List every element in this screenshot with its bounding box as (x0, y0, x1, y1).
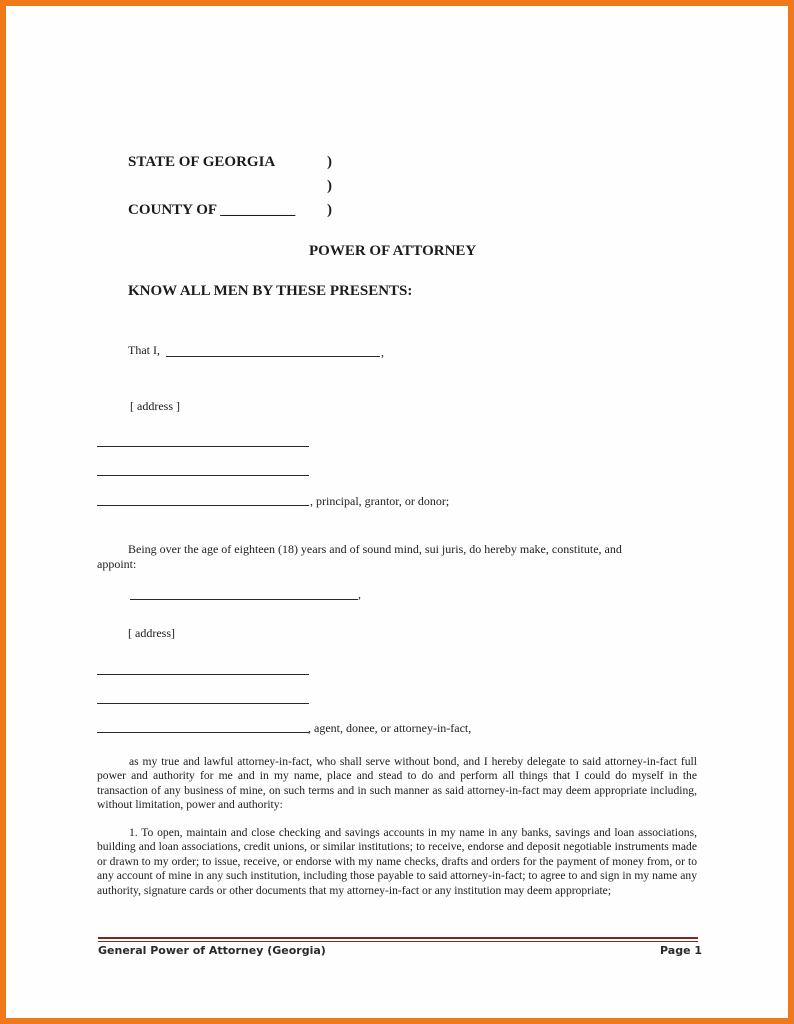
agent-role-text: , agent, donee, or attorney-in-fact, (308, 721, 472, 735)
principal-address-line-3[interactable] (97, 505, 309, 506)
principal-name-line[interactable] (166, 356, 380, 357)
footer-title: General Power of Attorney (Georgia) (98, 944, 326, 957)
delegation-paragraph: as my true and lawful attorney-in-fact, who shall serve without bond, and I hereby delegate to said attorney-in-fact full power and authority for me and in my name, place and stead to do and perform all things that I could do myself in the transaction of any business of mine, on such terms and in such manner as said attorney-in-fact may deem appropriate including, without limitation, power and authority: (97, 755, 697, 812)
principal-address-label: [ address ] (130, 399, 180, 413)
middle-paren: ) (327, 178, 332, 194)
that-i-label: That I, (128, 343, 160, 357)
county-heading: COUNTY OF __________ (128, 202, 296, 218)
agent-address-line-2[interactable] (97, 703, 309, 704)
county-paren: ) (327, 202, 332, 218)
principal-role-text: , principal, grantor, or donor; (310, 494, 450, 508)
know-all-heading: KNOW ALL MEN BY THESE PRESENTS: (128, 283, 413, 299)
principal-address-line-1[interactable] (97, 446, 309, 447)
footer-page-number: Page 1 (660, 944, 703, 957)
principal-name-comma: , (381, 345, 384, 359)
footer-rule (98, 937, 698, 939)
document-page (6, 6, 788, 1018)
state-paren: ) (327, 154, 332, 170)
clause-1-paragraph: 1. To open, maintain and close checking and savings accounts in my name in any banks, savings and loan associations, building and loan associations, credit unions, or similar institutions; to receive, endorse and deposit negotiable instruments made or drawn to my order; to issue, receive, or endorse with my name checks, drafts and orders for the payment of money from, or to any account of mine in any such institution, including those payable to said attorney-in-fact; to agree to and sign in my name any authority, signature cards or other documents that my attorney-in-fact or any institution may deem appropriate; (97, 826, 697, 897)
agent-name-line[interactable] (130, 599, 358, 600)
appoint-line-1: Being over the age of eighteen (18) years and of sound mind, sui juris, do hereby make, constitute, and (128, 542, 622, 556)
principal-address-line-2[interactable] (97, 475, 309, 476)
agent-address-line-1[interactable] (97, 674, 309, 675)
footer-rule-thin (98, 941, 698, 942)
agent-address-label: [ address] (128, 626, 175, 640)
appoint-line-2: appoint: (97, 557, 137, 571)
agent-address-line-3[interactable] (97, 732, 309, 733)
state-heading: STATE OF GEORGIA (128, 154, 276, 170)
agent-name-comma: , (358, 587, 361, 601)
document-title: POWER OF ATTORNEY (309, 243, 477, 259)
